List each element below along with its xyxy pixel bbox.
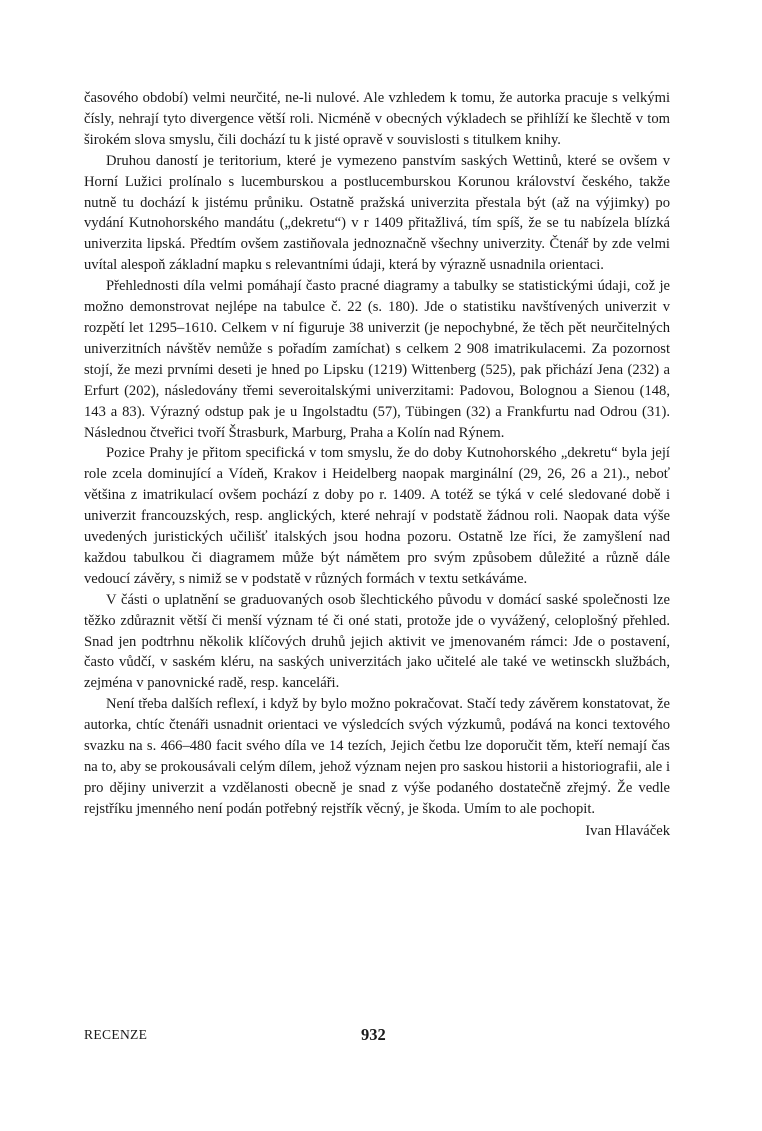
paragraph-2: Druhou daností je teritorium, které je vymezeno panstvím saských Wettinů, které se ovšem v Horní Lužici prolínalo s lucemburskou a postlucemburskou Korunou království českého, takže nutně tu dochází k jistému průniku. Ostatně pražská univerzita přestala být (až na výjimky) po vydání Kutnohorského mandátu („dekretu“) v r 1409 přitažlivá, tím spíš, že se tu nabízela blízká univerzita lipská. Předtím ovšem zastiňovala jednoznačně všechny univerzity. Čtenář by zde velmi uvítal alespoň základní mapku s relevantními údaji, která by výrazně usnadnila orientaci. <box>84 152 670 274</box>
footer-section-label: RECENZE <box>84 1027 148 1042</box>
paragraph-3: Přehlednosti díla velmi pomáhají často pracné diagramy a tabulky se statistickými údaji, což je možno demonstrovat nejlépe na tabulce č. 22 (s. 180). Jde o statistiku navštívených univerzit v rozpětí let 1295–1610. Celkem v ní figuruje 38 univerzit (je nepochybné, že těch pět neurčitelných univerzitních návštěv nemůže s pořadím zamíchat) s celkem 2 908 imatrikulacemi. Za pozornost stojí, že mezi prvními deseti je hned po Lipsku (1219) Wittenberg (525), pak přichází Jena (232) a Erfurt (202), následovány třemi severoitalskými univerzitami: Padovou, Bolognou a Sienou (148, 143 a 83). Výrazný odstup pak je u Ingolstadtu (57), Tübingen (32) a Frankfurtu nad Odrou (31). Následnou čtveřici tvoří Štrasburk, Marburg, Praha a Kolín nad Rýnem. <box>84 278 670 441</box>
review-text <box>84 88 670 842</box>
paragraph-5: V části o uplatnění se graduovaných osob šlechtického původu v domácí saské společnosti lze těžko zdůraznit větší či menší význam té či oné stati, protože jde o vyvážený, celoplošný přehled. Snad jen podtrhnu několik klíčových druhů jejich aktivit ve jmenovaném rámci: Jde o postavení, často vůdčí, v saském kléru, na saských univerzitách jako učitelé ale také ve wetinsckh službách, zejména v panovnické radě, resp. kanceláři. <box>84 591 670 692</box>
page-number: 932 <box>361 1025 386 1044</box>
paragraph-6: Není třeba dalších reflexí, i když by bylo možno pokračovat. Stačí tedy závěrem konstatovat, že autorka, chtíc čtenáři usnadnit orientaci ve výsledcích svých výzkumů, podává na konci textového svazku na s. 466–480 facit svého díla ve 14 tezích, Jejich četbu lze doporučit těm, kteří nemají čas na to, aby se prokousávali celým dílem, jehož význam nejen pro saskou historii a historiografii, ale i pro dějiny univerzit a vzdělanosti obecně je snad z výše podaného dostatečně zřejmý. Že vedle rejstříku jmenného není podán potřebný rejstřík věcný, je škoda. Umím to ale pochopit. <box>84 696 670 817</box>
author-signature: Ivan Hlaváček <box>585 822 670 839</box>
paragraph-1: časového období) velmi neurčité, ne-li nulové. Ale vzhledem k tomu, že autorka pracuje s velkými čísly, nehrají tyto divergence větší roli. Nicméně v obecných výkladech se přihlíží ke šlechtě v tom širokém slova smyslu, čili dochází tu k jisté opravě v souvislosti s titulkem knihy. <box>84 90 670 148</box>
paragraph-4: Pozice Prahy je přitom specifická v tom smyslu, že do doby Kutnohorského „dekretu“ byla její role zcela dominující a Vídeň, Krakov i Heidelberg naopak marginální (29, 26, 26 a 21)., neboť většina z imatrikulací ovšem pochází z doby po r. 1409. A totéž se týká v celé sledované době i univerzit francouzských, resp. anglických, které nehrají v podstatě žádnou roli. Naopak data výše uvedených juristických učilišť italských jsou hodna pozoru. Ostatně lze říci, že zamyšlení nad každou tabulkou či diagramem může být námětem pro svým způsobem důležité a různě dále vedoucí závěry, s nimiž se v podstatě v různých formách v textu setkáváme. <box>84 445 670 587</box>
